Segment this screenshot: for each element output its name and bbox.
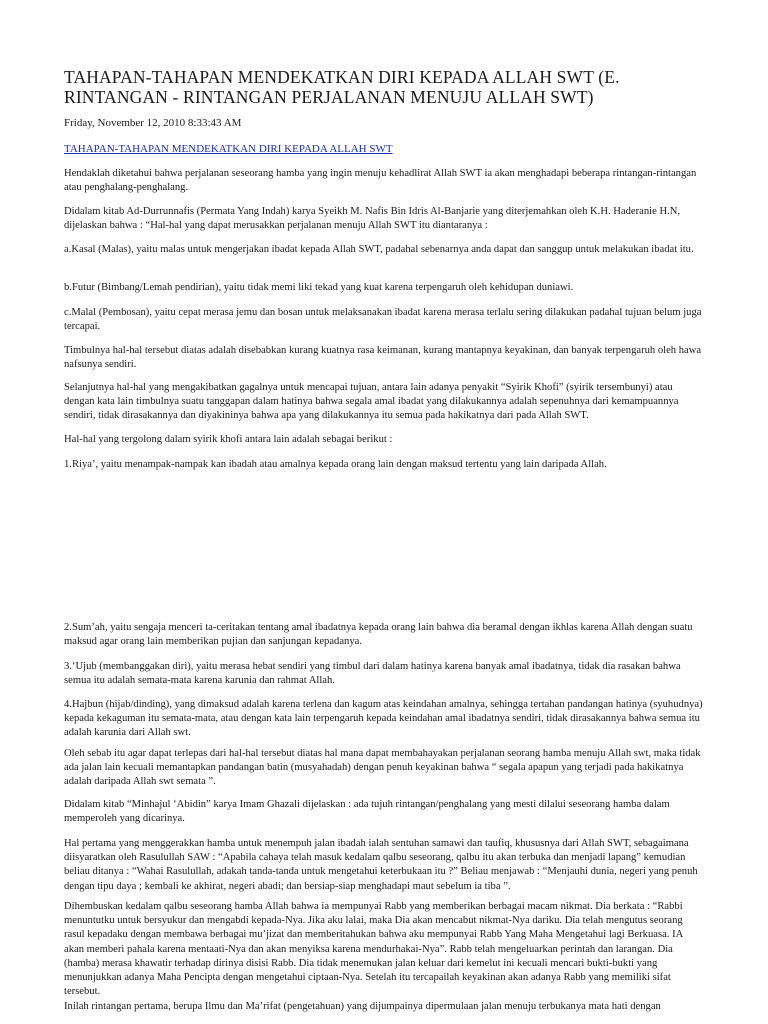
paragraph-dihembuskan: Dihembuskan kedalam qalbu seseorang hamba Allah bahwa ia mempunyai Rabb yang memberikan berbagai macam nikmat. Dia berkata : “Rabbi menuntutku untuk bersyukur dan mengabdi kepada-Nya. Jika aku lalai, maka Dia akan mencabut nikmat-Nya dariku. Dia telah mengutus seorang rasul kepadaku dengan membawa berbagai mu’jizat dan memberitahukan bahwa aku mempunyai Rabb Yang Maha Mengetahui lagi Berkuasa. IA akan memberi pahala karena mentaati-Nya dan akan menyiksa karena mendurhakai-Nya”. Rabb telah mengeluarkan perintah dan larangan. Dia (hamba) merasa khawatir terhadap dirinya disisi Rabb. Dia tidak menemukan jalan keluar dari kemelut ini kecuali mencari bukti-bukti yang menunjukkan adanya Maha Pencipta dengan mengetahui ciptaan-Nya. Setelah itu tercapailah keyakinan akan adanya Rabb yang memiliki sifat tersebut.	[64, 901, 683, 998]
paragraph-oleh-sebab: Oleh sebab itu agar dapat terlepas dari hal-hal tersebut diatas hal mana dapat membahayakan perjalanan seorang hamba menuju Allah swt, maka tidak ada jalan lain kecuali memantapkan pandangan batin (musyahadah) dengan penuh keyakinan bahwa “ segala apapun yang terjadi pada hakikatnya adalah daripada Allah swt semata ”.	[64, 748, 701, 788]
paragraph-suma: 2.Sum’ah, yaitu sengaja menceri ta-ceritakan tentang amal ibadatnya kepada orang lain bahwa dia beramal dengan ikhlas karena Allah dengan suatu maksud agar orang lain memberikan pujian dan sanjungan kepadanya.	[64, 622, 693, 648]
series-link[interactable]: TAHAPAN-TAHAPAN MENDEKATKAN DIRI KEPADA ALLAH SWT	[64, 143, 393, 155]
post-date: Friday, November 12, 2010 8:33:43 AM	[64, 117, 242, 129]
paragraph-riya: 1.Riya’, yaitu menampak-nampak kan ibadah atau amalnya kepada orang lain dengan maksud tertentu yang lain daripada Allah.	[64, 459, 607, 470]
paragraph-intro: Hendaklah diketahui bahwa perjalanan seseorang hamba yang ingin menuju kehadlirat Allah SWT ia akan menghadapi beberapa rintangan-rintangan atau penghalang-penghalang.	[64, 168, 697, 194]
paragraph-kasal: a.Kasal (Malas), yaitu malas untuk mengerjakan ibadat kepada Allah SWT, padahal sebenarnya anda dapat dan sanggup untuk melakukan ibadat itu.	[64, 244, 694, 255]
paragraph-syirik-khofi: Selanjutnya hal-hal yang mengakibatkan gagalnya untuk mencapai tujuan, antara lain adanya penyakit “Syirik Khofi” (syirik tersembunyi) atau dengan kata lain timbulnya suatu tanggapan dalam hatinya bahwa segala amal ibadat yang dilakukannya adalah sepenuhnya dari kemampuannya sendiri, tidak dirasakannya dan diyakininya bahwa apa yang dilakukannya itu semua pada hakikatnya dari pada Allah SWT.	[64, 382, 679, 422]
paragraph-timbulnya: Timbulnya hal-hal tersebut diatas adalah disebabkan kurang kuatnya rasa keimanan, kurang mantapnya keyakinan, dan banyak terpengaruh oleh hawa nafsunya sendiri.	[64, 345, 702, 371]
paragraph-inilah-rintangan: Inilah rintangan pertama, berupa Ilmu dan Ma’rifat (pengetahuan) yang dijumpainya dipermulaan jalan menuju terbukanya mata hati dengan	[64, 1001, 661, 1012]
paragraph-malal: c.Malal (Pembosan), yaitu cepat merasa jemu dan bosan untuk melaksanakan ibadat karena merasa terlalu sering dilakukan padahal tujuan belum juga tercapai.	[64, 307, 702, 333]
paragraph-hajbun: 4.Hajbun (hijab/dinding), yang dimaksud adalah karena terlena dan kagum atas keindahan amalnya, sehingga tertahan pandangan hatinya (syuhudnya) kepada kekaguman itu semata-mata, atau dengan kata lain terpengaruh kepada keindahan amal ibadatnya sendiri, tidak dirasakannya bahwa semua itu adalah karunia dari Allah swt.	[64, 699, 703, 739]
document-title: TAHAPAN-TAHAPAN MENDEKATKAN DIRI KEPADA ALLAH SWT (E. RINTANGAN - RINTANGAN PERJALANAN MENUJU ALLAH SWT)	[64, 67, 620, 107]
paragraph-minhajul-abidin: Didalam kitab “Minhajul ‘Abidin” karya Imam Ghazali dijelaskan : ada tujuh rintangan/penghalang yang mesti dilalui seseorang hamba dalam memperoleh yang dicarinya.	[64, 799, 670, 825]
paragraph-syirik-list-intro: Hal-hal yang tergolong dalam syirik khofi antara lain adalah sebagai berikut :	[64, 434, 393, 445]
paragraph-futur: b.Futur (Bimbang/Lemah pendirian), yaitu tidak memi liki tekad yang kuat karena terpengaruh oleh kehidupan duniawi.	[64, 282, 574, 293]
paragraph-ujub: 3.‘Ujub (membanggakan diri), yaitu merasa hebat sendiri yang timbul dari dalam hatinya karena banyak amal ibadatnya, tidak dia rasakan bahwa semua itu adalah semata-mata karena karunia dan rahmat Allah.	[64, 661, 681, 687]
paragraph-durrunnafis: Didalam kitab Ad-Durrunnafis (Permata Yang Indah) karya Syeikh M. Nafis Bin Idris Al-Banjarie yang diterjemahkan oleh K.H. Haderanie H.N, dijelaskan bahwa : “Hal-hal yang dapat merusakkan perjalanan menuju Allah SWT itu diantaranya :	[64, 206, 681, 232]
paragraph-hal-pertama: Hal pertama yang menggerakkan hamba untuk menempuh jalan ibadah ialah sentuhan samawi dan taufiq, khususnya dari Allah SWT, sebagaimana diisyaratkan oleh Rasulullah SAW : “Apabila cahaya telah masuk kedalam qalbu seseorang, qalbu itu akan terbuka dan menjadi lapang” kemudian beliau ditanya : “Wahai Rasulullah, adakah tanda-tanda untuk mengetahui keterbukaan itu ?” Beliau menjawab : “Menjauhi dunia, negeri yang penuh dengan tipu daya ; kembali ke akhirat, negeri abadi; dan bersiap-siap menghadapi maut sebelum ia tiba ”.	[64, 838, 698, 892]
